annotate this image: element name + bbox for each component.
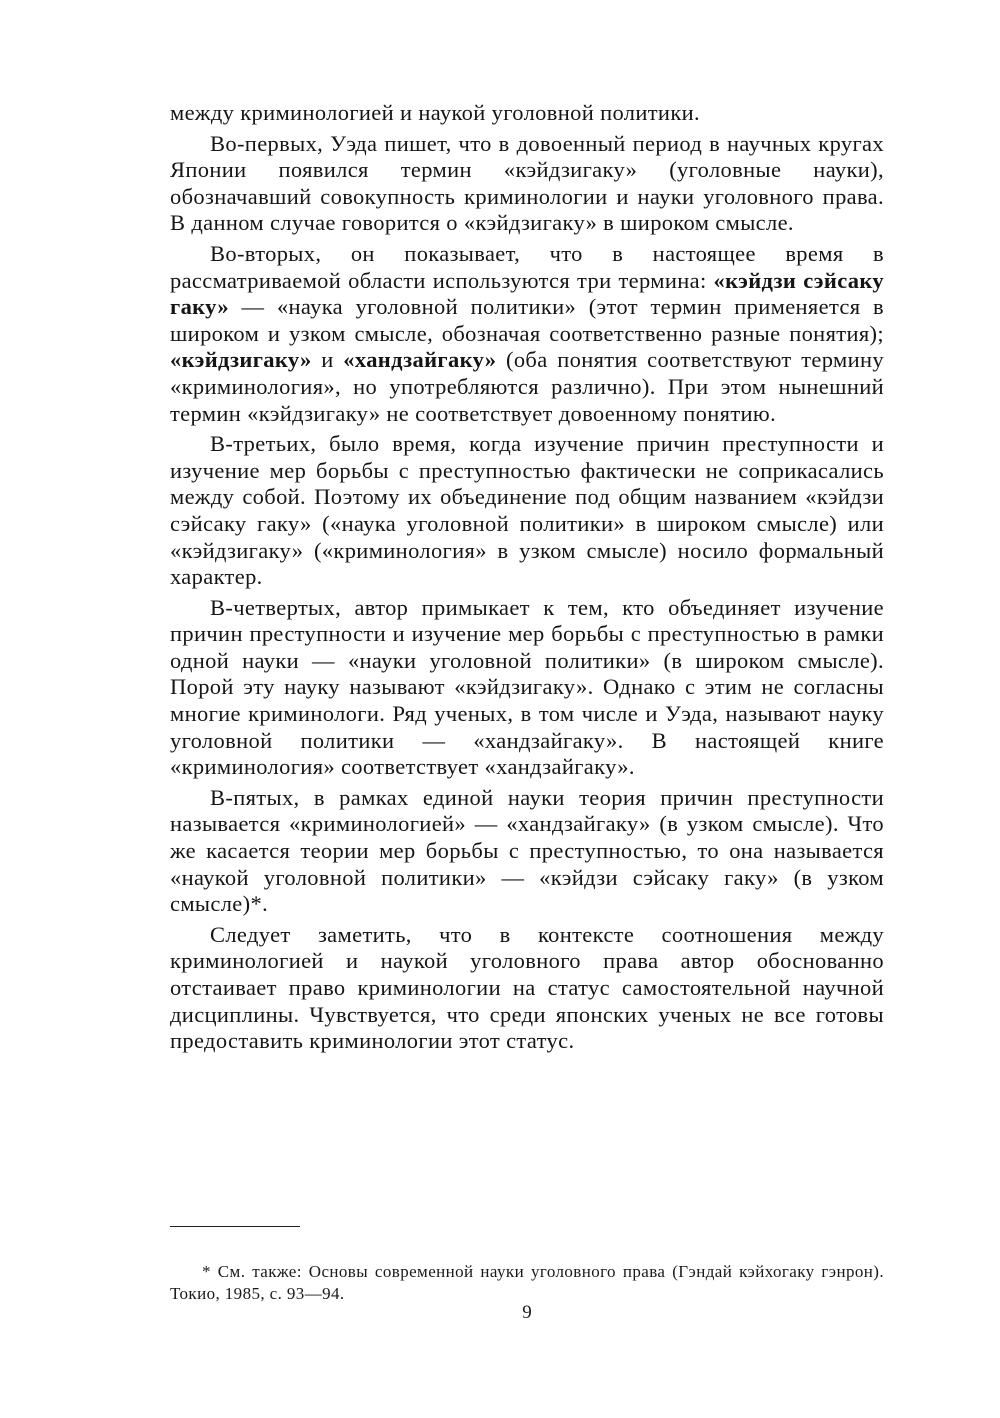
term-khandzaigaku: «хандзайгаку»	[343, 347, 497, 373]
paragraph-second-point	[170, 241, 884, 427]
term-keidzi-seisaku-gaku: «кэйдзи сэйсаку гаку»	[170, 267, 884, 320]
paragraph-fourth-point: В-четвертых, автор примыкает к тем, кто объединяет изучение причин преступности и изучение мер борьбы с преступностью в рамки одной науки — «науки уголовной политики» (в широком смысле). Порой эту науку называют «кэйдзигаку». Однако с этим не согласны многие криминологи. Ряд ученых, в том числе и Уэда, называют науку уголовной политики — «хандзайгаку». В настоящей книге «криминология» соответствует «хандзайгаку».	[170, 594, 884, 780]
paragraph-continuation: между криминологией и наукой уголовной политики.	[170, 100, 700, 125]
term-keidzigaku: «кэйдзигаку»	[170, 347, 312, 373]
paragraph-third-point: В-третьих, было время, когда изучение причин преступности и изучение мер борьбы с преступностью фактически не соприкасались между собой. Поэтому их объединение под общим названием «кэйдзи сэйсаку гаку» («наука уголовной политики» в широком смысле) или «кэйдзигаку» («криминология» в узком смысле) носило формальный характер.	[170, 431, 884, 590]
footnote: * См. также: Основы современной науки уголовного права (Гэндай кэйхогаку гэнрон). Токио, 1985, с. 93—94.	[170, 1262, 884, 1303]
page-body	[170, 100, 884, 1055]
paragraph-text: и	[311, 347, 344, 373]
paragraph-fifth-point: В-пятых, в рамках единой науки теория причин преступности называется «криминологией» — «хандзайгаку» (в узком смысле). Что же касается теории мер борьбы с преступностью, то она называется «наукой уголовной политики» — «кэйдзи сэйсаку гаку» (в узком смысле)*.	[170, 784, 884, 917]
paragraph-first-point: Во-первых, Уэда пишет, что в довоенный период в научных кругах Японии появился термин «кэйдзигаку» (уголовные науки), обозначавший совокупность криминологии и науки уголовного права. В данном случае говорится о «кэйдзигаку» в широком смысле.	[170, 130, 884, 236]
paragraph-conclusion: Следует заметить, что в контексте соотношения между криминологией и наукой уголовного права автор обоснованно отстаивает право криминологии на статус самостоятельной научной дисциплины. Чувствуется, что среди японских ученых не все готовы предоставить криминологии этот статус.	[170, 921, 884, 1054]
paragraph-text: (оба понятия соответствуют термину «криминология», но употребляются различно). При этом нынешний термин «кэйдзигаку» не соответствует довоенному понятию.	[170, 347, 884, 426]
footnote-divider	[170, 1226, 300, 1227]
paragraph-text: — «наука уголовной политики» (этот термин применяется в широком и узком смысле, обозначая соответственно разные понятия);	[170, 294, 884, 346]
page-number: 9	[522, 1302, 532, 1323]
paragraph-text: Во-вторых, он показывает, что в настоящее время в рассматриваемой области используются три термина:	[170, 240, 884, 293]
